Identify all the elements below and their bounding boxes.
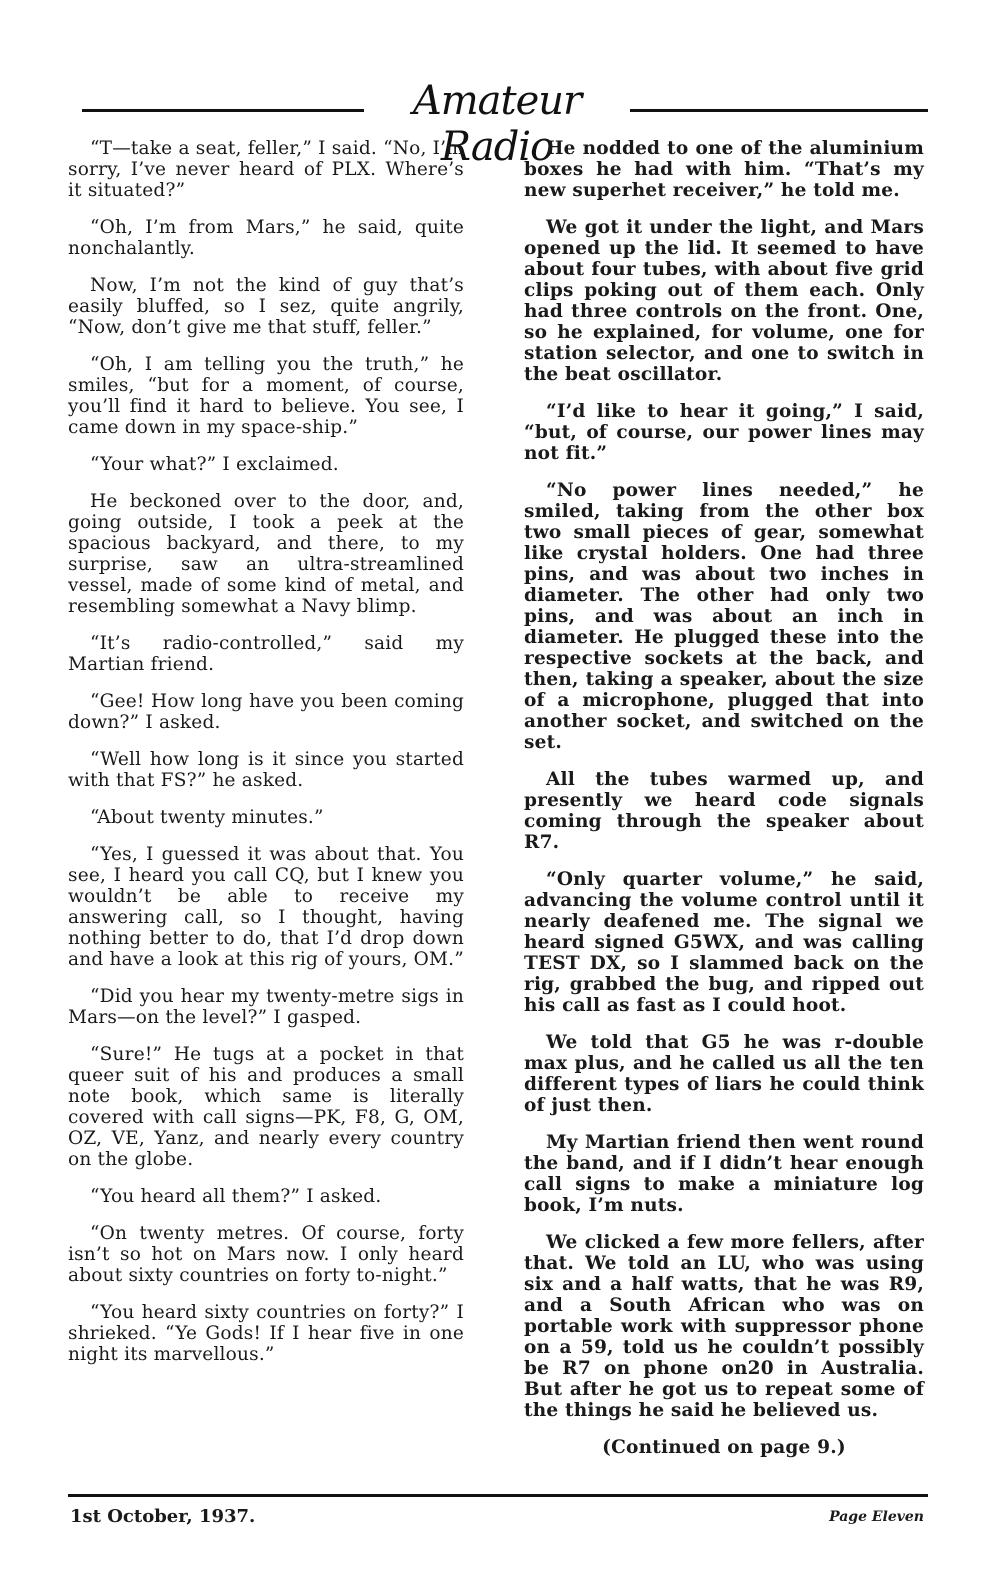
paragraph: Now, I’m not the kind of guy that’s easily bluffed, so I sez, quite angrily, “Now, don’t give me that stuff, feller.” [68, 275, 464, 338]
page-title: Amateur Radio [412, 78, 582, 170]
continued-note: (Continued on page 9.) [602, 1437, 846, 1458]
paragraph: “I’d like to hear it going,” I said, “but, of course, our power lines may not fit.” [524, 401, 924, 464]
page-number: Page Eleven [829, 1509, 924, 1525]
paragraph: “On twenty metres. Of course, forty isn’t so hot on Mars now. I only heard about sixty countries on forty to-night.” [68, 1223, 464, 1286]
paragraph: We got it under the light, and Mars opened up the lid. It seemed to have about four tubes, with about five grid clips poking out of them each. Only had three controls on the front. One, so he explained, for volume, one for station selector, and one to switch in the beat oscillator. [524, 217, 924, 385]
paragraph: “T—take a seat, feller,” I said. “No, I’m sorry, I’ve never heard of PLX. Where’s it situated?” [68, 138, 464, 201]
paragraph: “Gee! How long have you been coming down?” I asked. [68, 691, 464, 733]
paragraph: We told that G5 he was r-double max plus, and he called us all the ten different types of liars he could think of just then. [524, 1032, 924, 1116]
footer-rule [68, 1494, 928, 1497]
paragraph: “You heard sixty countries on forty?” I shrieked. “Ye Gods! If I hear five in one night its marvellous.” [68, 1302, 464, 1365]
paragraph: He beckoned over to the door, and, going outside, I took a peek at the spacious backyard, and there, to my surprise, saw an ultra-streamlined vessel, made of some kind of metal, and resembling somewhat a Navy blimp. [68, 491, 464, 617]
paragraph: We clicked a few more fellers, after that. We told an LU, who was using six and a half watts, that he was R9, and a South African who was on portable work with suppressor phone on a 59, told us he couldn’t possibly be R7 on phone on20 in Australia. But after he got us to repeat some of the things he said he believed us. [524, 1232, 924, 1421]
paragraph: My Martian friend then went round the band, and if I didn’t hear enough call signs to make a miniature log book, I’m nuts. [524, 1132, 924, 1216]
paragraph: “Only quarter volume,” he said, advancing the volume control until it nearly deafened me. The signal we heard signed G5WX, and was calling TEST DX, so I slammed back on the rig, grabbed the bug, and ripped out his call as fast as I could hoot. [524, 869, 924, 1016]
issue-date: 1st October, 1937. [70, 1506, 256, 1527]
paragraph: “Did you hear my twenty-metre sigs in Mars—on the level?” I gasped. [68, 986, 464, 1028]
paragraph: “It’s radio-controlled,” said my Martian friend. [68, 633, 464, 675]
left-column [68, 138, 464, 1381]
right-column [524, 138, 924, 1474]
paragraph: “Sure!” He tugs at a pocket in that queer suit of his and produces a small note book, which same is literally covered with call signs—PK, F8, G, OM, OZ, VE, Yanz, and nearly every country on the globe. [68, 1044, 464, 1170]
paragraph: “Oh, I’m from Mars,” he said, quite nonchalantly. [68, 217, 464, 259]
paragraph: “Your what?” I exclaimed. [90, 454, 339, 475]
paragraph: “No power lines needed,” he smiled, taking from the other box two small pieces of gear, somewhat like crystal holders. One had three pins, and was about two inches in diameter. The other had only two pins, and was about an inch in diameter. He plugged these into the respective sockets at the back, and then, taking a speaker, about the size of a microphone, plugged that into another socket, and switched on the set. [524, 480, 924, 753]
paragraph: “Yes, I guessed it was about that. You see, I heard you call CQ, but I knew you wouldn’t be able to receive my answering call, so I thought, having nothing better to do, that I’d drop down and have a look at this rig of yours, OM.” [68, 844, 464, 970]
paragraph: He nodded to one of the aluminium boxes he had with him. “That’s my new superhet receiver,” he told me. [524, 138, 924, 201]
masthead-rule-left [82, 109, 364, 112]
paragraph: All the tubes warmed up, and presently we heard code signals coming through the speaker about R7. [524, 769, 924, 853]
paragraph: “You heard all them?” I asked. [90, 1186, 382, 1207]
paragraph: “Well how long is it since you started with that FS?” he asked. [68, 749, 464, 791]
paragraph: “About twenty minutes.” [90, 807, 324, 828]
masthead-rule-right [630, 109, 928, 112]
paragraph: “Oh, I am telling you the truth,” he smiles, “but for a moment, of course, you’ll find it hard to believe. You see, I came down in my space-ship.” [68, 354, 464, 438]
